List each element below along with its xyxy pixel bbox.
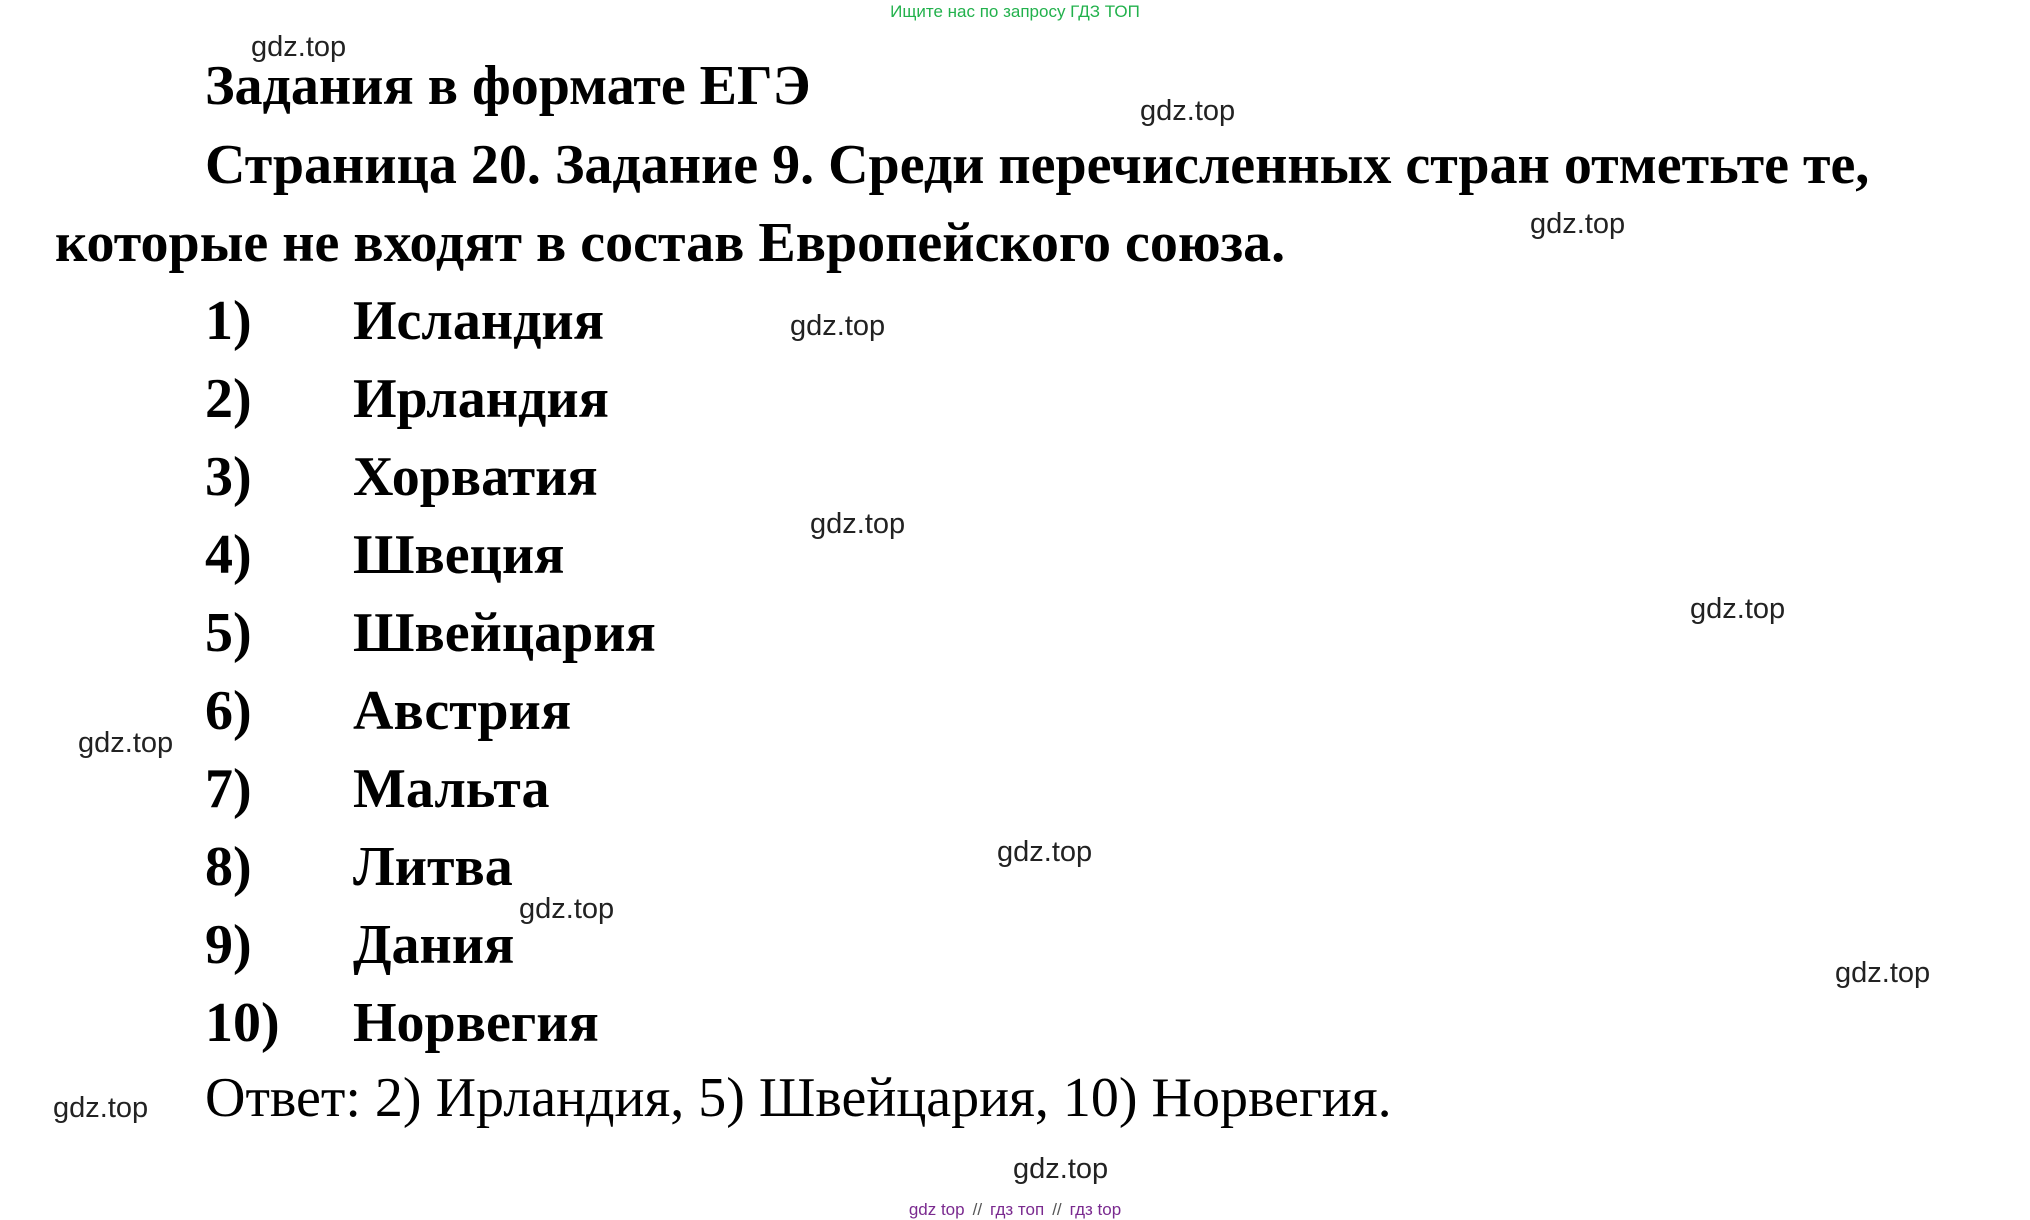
- item-country: Швеция: [353, 524, 565, 586]
- item-country: Хорватия: [353, 446, 598, 508]
- section-title: Задания в формате ЕГЭ: [205, 55, 811, 117]
- item-country: Австрия: [353, 680, 572, 742]
- footer-separator: //: [972, 1200, 983, 1219]
- item-number: 2): [205, 368, 252, 430]
- item-number: 5): [205, 602, 252, 664]
- watermark: gdz.top: [53, 1092, 149, 1124]
- watermark: gdz.top: [1835, 957, 1931, 989]
- item-number: 3): [205, 446, 252, 508]
- item-number: 10): [205, 992, 280, 1054]
- footer-links: [0, 1200, 2030, 1220]
- watermark: gdz.top: [251, 31, 347, 63]
- item-country: Ирландия: [353, 368, 609, 430]
- footer-separator: //: [1052, 1200, 1062, 1219]
- item-number: 4): [205, 524, 252, 586]
- item-number: 6): [205, 680, 252, 742]
- item-number: 1): [205, 290, 252, 352]
- answer-text: Ответ: 2) Ирландия, 5) Швейцария, 10) Норвегия.: [205, 1067, 1392, 1129]
- watermark: gdz.top: [1013, 1153, 1109, 1185]
- watermark: gdz.top: [1690, 593, 1786, 625]
- watermark: gdz.top: [997, 836, 1093, 868]
- top-banner: Ищите нас по запросу ГДЗ ТОП: [890, 2, 1140, 21]
- task-text-line-2: которые не входят в состав Европейского союза.: [55, 212, 1286, 274]
- item-number: 9): [205, 914, 252, 976]
- watermark: gdz.top: [810, 508, 906, 540]
- watermark: gdz.top: [1530, 208, 1626, 240]
- task-text-line-1: Страница 20. Задание 9. Среди перечисленных стран отметьте те,: [205, 134, 1870, 196]
- footer-link[interactable]: гдз top: [1069, 1200, 1122, 1219]
- item-country: Литва: [353, 836, 513, 898]
- item-country: Дания: [353, 914, 515, 976]
- item-number: 7): [205, 758, 252, 820]
- item-number: 8): [205, 836, 252, 898]
- watermark: gdz.top: [1140, 95, 1236, 127]
- watermark: gdz.top: [519, 893, 615, 925]
- item-country: Швейцария: [353, 602, 656, 664]
- item-country: Исландия: [353, 290, 604, 352]
- item-country: Мальта: [353, 758, 550, 820]
- footer-link[interactable]: гдз топ: [990, 1200, 1045, 1219]
- footer-link[interactable]: gdz top: [908, 1200, 965, 1219]
- watermark: gdz.top: [790, 310, 886, 342]
- item-country: Норвегия: [353, 992, 599, 1054]
- watermark: gdz.top: [78, 727, 174, 759]
